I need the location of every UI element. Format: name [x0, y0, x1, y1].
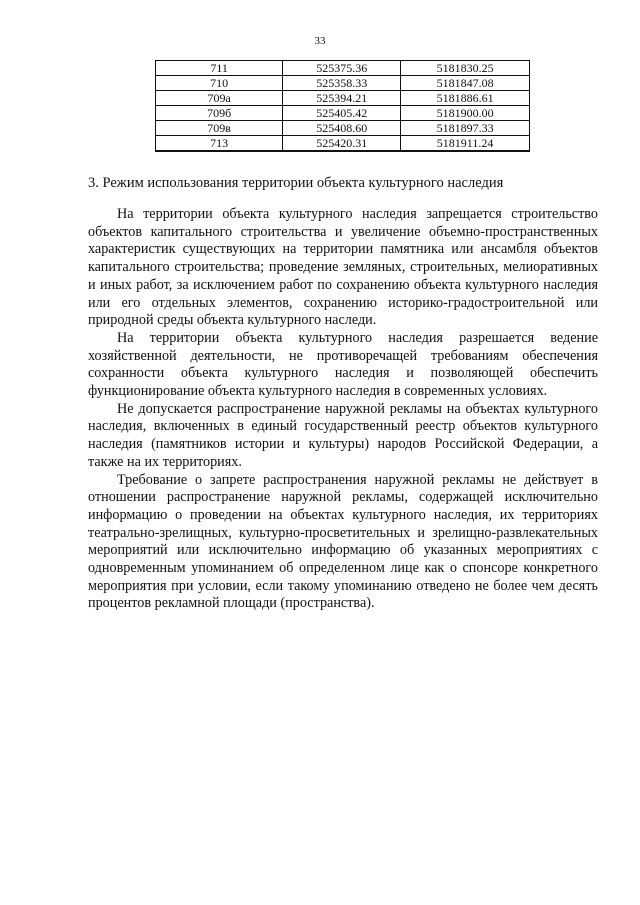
- coordinate-y-cell: 5181900.00: [401, 106, 530, 121]
- coordinate-y-cell: 5181897.33: [401, 121, 530, 136]
- section-body: [88, 206, 598, 613]
- coordinate-x-cell: 525394.21: [283, 91, 401, 106]
- coordinate-x-cell: 525405.42: [283, 106, 401, 121]
- point-number-cell: 713: [156, 136, 283, 152]
- point-number-cell: 710: [156, 76, 283, 91]
- paragraph-permitted-activity: На территории объекта культурного наследия разрешается ведение хозяйственной деятельности, не противоречащей требованиям обеспечения сохранности объекта культурного наследия и позволяющей обеспечить функционирование объекта культурного наследия в современных условиях.: [88, 329, 598, 400]
- coordinate-y-cell: 5181830.25: [401, 61, 530, 76]
- table-row: [156, 61, 530, 76]
- point-number-cell: 709б: [156, 106, 283, 121]
- paragraph-advertising-ban: Не допускается распространение наружной рекламы на объектах культурного наследия, включенных в единый государственный реестр объектов культурного наследия (памятников истории и культуры) народов Российской Федерации, а также на их территориях.: [88, 400, 598, 470]
- coordinate-x-cell: 525420.31: [283, 136, 401, 152]
- table-row: [156, 136, 530, 152]
- section-heading: 3. Режим использования территории объекта культурного наследия: [88, 175, 504, 191]
- coordinate-x-cell: 525408.60: [283, 121, 401, 136]
- paragraph-prohibitions: На территории объекта культурного наследия запрещается строительство объектов капитального строительства и увеличение объемно-пространственных характеристик существующих на территории памятника или ансамбля объектов капитального строительства; проведение земляных, строительных, мелиоративных и иных работ, за исключением работ по сохранению объекта культурного наследия или его отдельных элементов, сохранению историко-градостроительной или природной среды объекта культурного наследи.: [88, 206, 598, 329]
- coordinates-table: [155, 60, 530, 152]
- table-row: [156, 106, 530, 121]
- coordinate-x-cell: 525358.33: [283, 76, 401, 91]
- table-row: [156, 76, 530, 91]
- point-number-cell: 709а: [156, 91, 283, 106]
- table-row: [156, 121, 530, 136]
- coordinate-y-cell: 5181886.61: [401, 91, 530, 106]
- coordinate-y-cell: 5181911.24: [401, 136, 530, 152]
- table-row: [156, 91, 530, 106]
- page-number: 33: [314, 35, 326, 47]
- coordinate-y-cell: 5181847.08: [401, 76, 530, 91]
- point-number-cell: 709в: [156, 121, 283, 136]
- paragraph-advertising-exception: Требование о запрете распространения наружной рекламы не действует в отношении распространение наружной рекламы, содержащей исключительно информацию о проведении на объектах культурного наследия, их территориях театрально-зрелищных, культурно-просветительных и зрелищно-развлекательных мероприятий или исключительно информацию об указанных мероприятиях с одновременным упоминанием об определенном лице как о спонсоре конкретного мероприятия при условии, если такому упоминанию отведено не более чем десять процентов рекламной площади (пространства).: [88, 471, 598, 612]
- point-number-cell: 711: [156, 61, 283, 76]
- coordinate-x-cell: 525375.36: [283, 61, 401, 76]
